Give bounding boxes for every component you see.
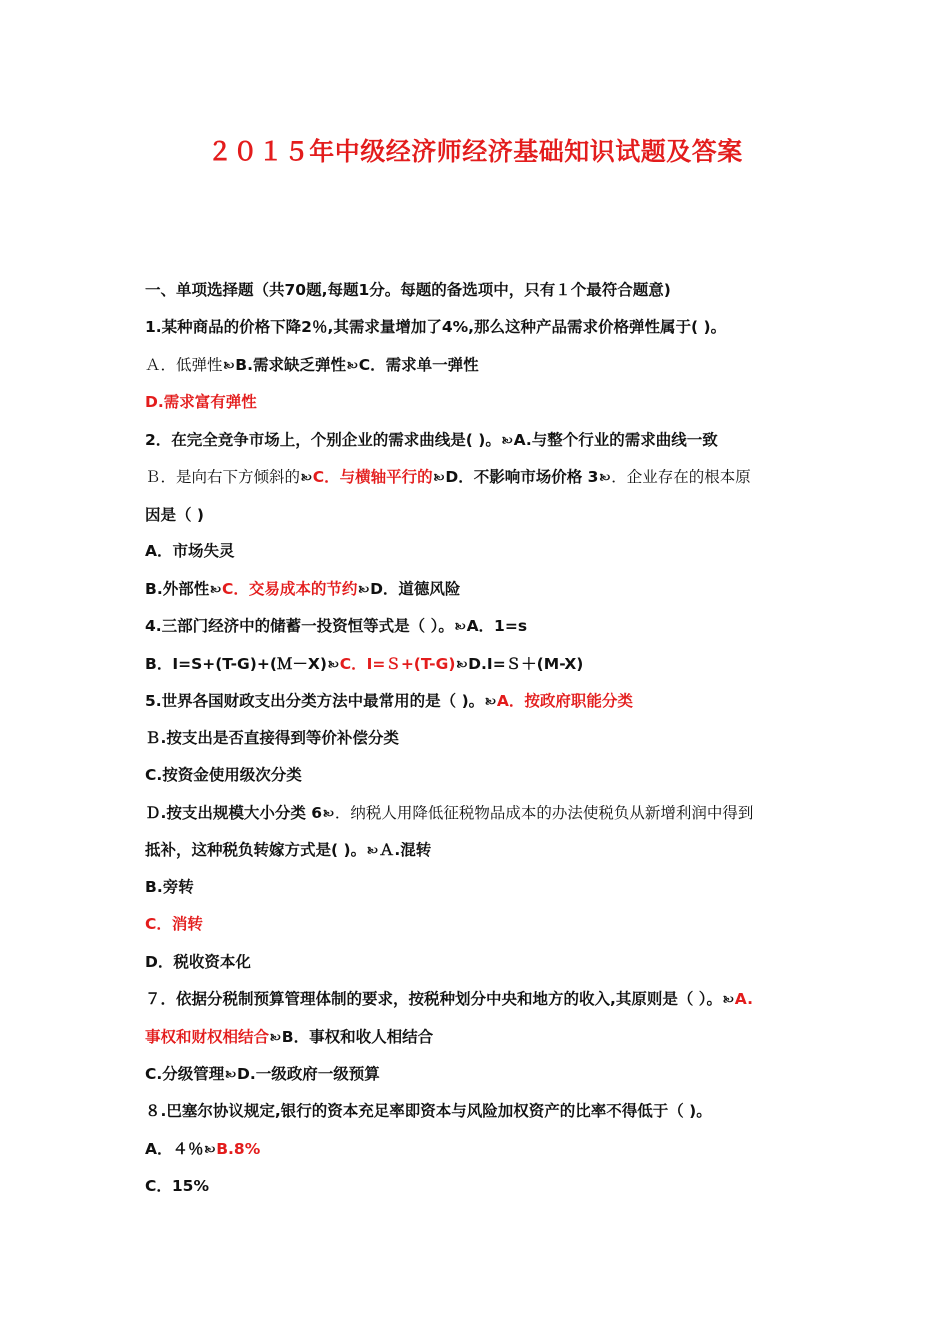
option-text: Ａ．低弹性 xyxy=(145,356,223,374)
question-7-options-2: C.分级管理🙠D.一级政府一级预算 xyxy=(145,1065,380,1083)
question-2-stem: 2．在完全竞争市场上，个别企业的需求曲线是( )。🙠A.与整个行业的需求曲线一致 xyxy=(145,431,718,449)
bullet-icon: 🙠 xyxy=(501,434,513,447)
question-5-option-c: C.按资金使用级次分类 xyxy=(145,766,302,784)
bullet-icon: 🙠 xyxy=(225,1068,236,1081)
answer-option: A．按政府职能分类 xyxy=(496,692,633,710)
bullet-icon: 🙠 xyxy=(301,471,312,484)
question-7-stem: ７．依据分税制预算管理体制的要求，按税种划分中央和地方的收入,其原则是（ ）。🙠A. xyxy=(145,990,753,1008)
bullet-icon: 🙠 xyxy=(270,1031,281,1044)
answer-option: C．与横轴平行的 xyxy=(312,468,433,486)
answer-option: C．交易成本的节约 xyxy=(221,580,358,598)
question-6-option-b: B.旁转 xyxy=(145,878,194,896)
question-8-option-c: C．15% xyxy=(145,1177,209,1195)
question-6-answer: C．消转 xyxy=(145,915,203,933)
option-text: C．需求单一弹性 xyxy=(358,356,479,374)
bullet-icon: 🙠 xyxy=(323,807,334,820)
bullet-icon: 🙠 xyxy=(723,993,734,1006)
bullet-icon: 🙠 xyxy=(433,471,445,484)
question-2-options: Ｂ．是向右下方倾斜的🙠C．与横轴平行的🙠D．不影响市场价格 3🙠．企业存在的根本原 xyxy=(145,468,751,486)
bullet-icon: 🙠 xyxy=(327,658,339,671)
question-7-options: 事权和财权相结合🙠B．事权和收人相结合 xyxy=(145,1028,434,1046)
question-3-options: B.外部性🙠C．交易成本的节约🙠D．道德风险 xyxy=(145,580,461,598)
page-title: ２０１５年中级经济师经济基础知识试题及答案 xyxy=(207,137,743,166)
answer-label: A. xyxy=(734,990,753,1008)
bullet-icon: 🙠 xyxy=(358,583,370,596)
question-3-option-a: A．市场失灵 xyxy=(145,542,235,560)
answer-option: C．I=Ｓ+(T-G) xyxy=(339,655,456,673)
question-8-stem: ８.巴塞尔协议规定,银行的资本充足率即资本与风险加权资产的比率不得低于（ )。 xyxy=(145,1102,712,1120)
question-6-option-d: D．税收资本化 xyxy=(145,953,251,971)
bullet-icon: 🙠 xyxy=(599,471,611,484)
question-3-stem: 因是（ ) xyxy=(145,506,204,524)
bullet-icon: 🙠 xyxy=(204,1143,216,1156)
question-5-option-d: Ｄ.按支出规模大小分类 6🙠．纳税人用降低征税物品成本的办法使税负从新增利润中得到 xyxy=(145,804,754,822)
answer-option: 事权和财权相结合 xyxy=(145,1028,270,1046)
question-1-options xyxy=(145,355,479,377)
answer-option: B.8% xyxy=(216,1140,261,1158)
question-5-stem: 5.世界各国财政支出分类方法中最常用的是（ )。🙠A．按政府职能分类 xyxy=(145,692,633,710)
question-4-options: B．I=S+(T-G)+(Ｍ－X)🙠C．I=Ｓ+(T-G)🙠D.I=Ｓ＋(M-X) xyxy=(145,655,584,673)
bullet-icon: 🙠 xyxy=(367,844,378,857)
bullet-icon: 🙠 xyxy=(210,583,221,596)
question-4-stem: 4.三部门经济中的储蓄一投资恒等式是（ ）。🙠A．1=s xyxy=(145,617,528,635)
question-5-option-b: Ｂ.按支出是否直接得到等价补偿分类 xyxy=(145,729,399,747)
section-heading: 一、单项选择题（共70题,每题1分。每题的备选项中，只有１个最符合题意) xyxy=(145,281,671,299)
question-1-stem: 1.某种商品的价格下降2％,其需求量增加了4%,那么这种产品需求价格弹性属于( )。 xyxy=(145,318,727,336)
bullet-icon: 🙠 xyxy=(454,620,466,633)
bullet-icon: 🙠 xyxy=(485,695,496,708)
bullet-icon: 🙠 xyxy=(346,359,358,372)
bullet-icon: 🙠 xyxy=(456,658,468,671)
option-text: B.需求缺乏弹性 xyxy=(235,356,346,374)
bullet-icon: 🙠 xyxy=(223,359,235,372)
question-1-answer: D.需求富有弹性 xyxy=(145,393,257,411)
question-8-options: A．４％🙠B.8% xyxy=(145,1140,261,1158)
question-6-stem: 抵补，这种税负转嫁方式是( )。🙠Ａ.混转 xyxy=(145,841,432,859)
